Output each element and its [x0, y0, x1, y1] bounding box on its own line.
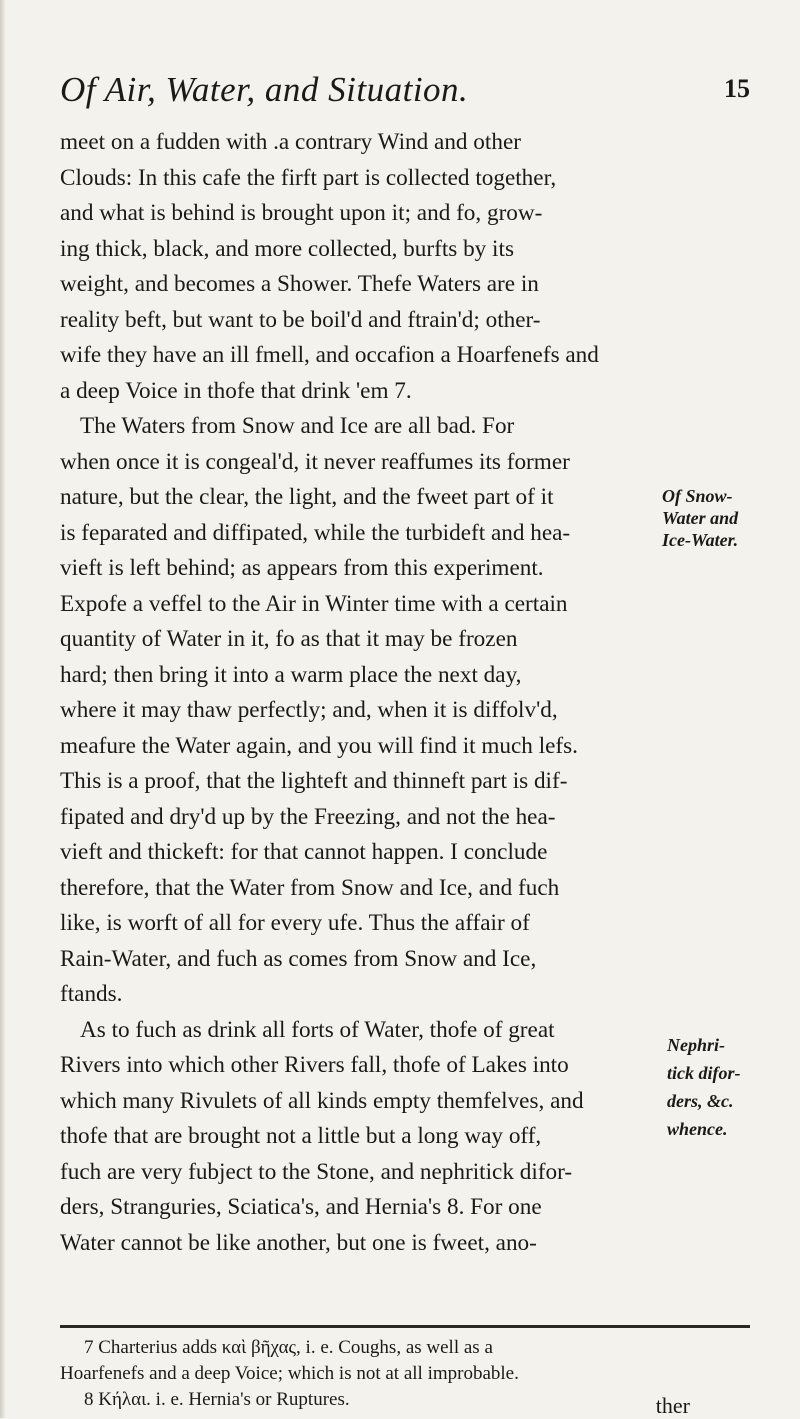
margin-note-line: ders, &c. — [667, 1091, 734, 1111]
margin-note-line: Water and — [662, 508, 739, 528]
text-line: Rivers into which other Rivers fall, thofe of Lakes into — [60, 1052, 569, 1078]
text-line: vieft and thickeft: for that cannot happen. I conclude — [60, 839, 548, 865]
text-line: vieft is left behind; as appears from this experiment. — [60, 555, 544, 581]
text-line: ing thick, black, and more collected, burfts by its — [60, 235, 514, 262]
running-title: Of Air, Water, and Situation. — [60, 70, 469, 109]
text-line: Expofe a veffel to the Air in Winter time with a certain — [60, 590, 568, 617]
text-line: meet on a fudden with .a contrary Wind and other — [60, 129, 521, 155]
footnote-7: 7 Charterius adds καὶ βῆχας, i. e. Coughs, as well as a — [84, 1337, 493, 1358]
catchword: ther — [655, 1393, 690, 1418]
text-line: where it may thaw perfectly; and, when it is diffolv'd, — [60, 697, 558, 723]
paragraph-start-line: As to fuch as drink all forts of Water, thofe of great — [80, 1016, 555, 1043]
text-line: fipated and dry'd up by the Freezing, and not the hea- — [60, 803, 556, 830]
footnotes — [60, 1335, 750, 1413]
running-head — [60, 70, 750, 120]
text-line: ders, Stranguries, Sciatica's, and Hernia's 8. For one — [60, 1194, 542, 1220]
margin-note-line: Nephri- — [667, 1035, 725, 1055]
body-text — [60, 125, 650, 1261]
text-line: therefore, that the Water from Snow and Ice, and fuch — [60, 874, 560, 901]
page-number: 15 — [724, 74, 750, 103]
paragraph-start-line: The Waters from Snow and Ice are all bad. For — [80, 413, 515, 439]
binding-edge — [0, 0, 6, 1418]
footnote-8: 8 Κήλαι. i. e. Hernia's or Ruptures. — [84, 1389, 350, 1410]
text-line: Rain-Water, and fuch as comes from Snow and Ice, — [60, 945, 537, 972]
text-line: is feparated and diffipated, while the turbideft and hea- — [60, 519, 571, 546]
margin-note-line: Of Snow- — [662, 486, 733, 506]
text-line: meafure the Water again, and you will find it much lefs. — [60, 732, 578, 759]
margin-note-snow-water — [662, 485, 792, 551]
text-line: like, is worft of all for every ufe. Thus the affair of — [60, 910, 530, 936]
text-line: hard; then bring it into a warm place the next day, — [60, 661, 522, 688]
margin-note-line: tick difor- — [667, 1063, 741, 1083]
footnote-7-continued: Hoarfenefs and a deep Voice; which is not at all improbable. — [60, 1363, 519, 1384]
footnote-divider — [60, 1325, 750, 1328]
margin-note-line: whence. — [667, 1119, 728, 1139]
text-line: This is a proof, that the lighteft and thinneft part is dif- — [60, 768, 568, 794]
margin-note-nephritick — [667, 1031, 792, 1143]
text-line: weight, and becomes a Shower. Thefe Waters are in — [60, 271, 539, 297]
margin-note-line: Ice-Water. — [662, 530, 739, 550]
text-line: and what is behind is brought upon it; and fo, grow- — [60, 200, 543, 226]
text-line: when once it is congeal'd, it never reaffumes its former — [60, 448, 570, 475]
text-line: which many Rivulets of all kinds empty themfelves, and — [60, 1087, 584, 1114]
text-line: nature, but the clear, the light, and the fweet part of it — [60, 484, 554, 510]
text-line: wife they have an ill fmell, and occafion a Hoarfenefs and — [60, 342, 599, 368]
text-line: reality beft, but want to be boil'd and ftrain'd; other- — [60, 306, 541, 333]
text-line: quantity of Water in it, fo as that it may be frozen — [60, 626, 518, 652]
text-line: Water cannot be like another, but one is fweet, ano- — [60, 1229, 537, 1256]
text-line: Clouds: In this cafe the firft part is collected together, — [60, 164, 557, 191]
text-line: ftands. — [60, 981, 123, 1007]
text-line: a deep Voice in thofe that drink 'em 7. — [60, 377, 412, 404]
text-line: fuch are very fubject to the Stone, and nephritick difor- — [60, 1158, 573, 1185]
text-line: thofe that are brought not a little but a long way off, — [60, 1123, 542, 1149]
